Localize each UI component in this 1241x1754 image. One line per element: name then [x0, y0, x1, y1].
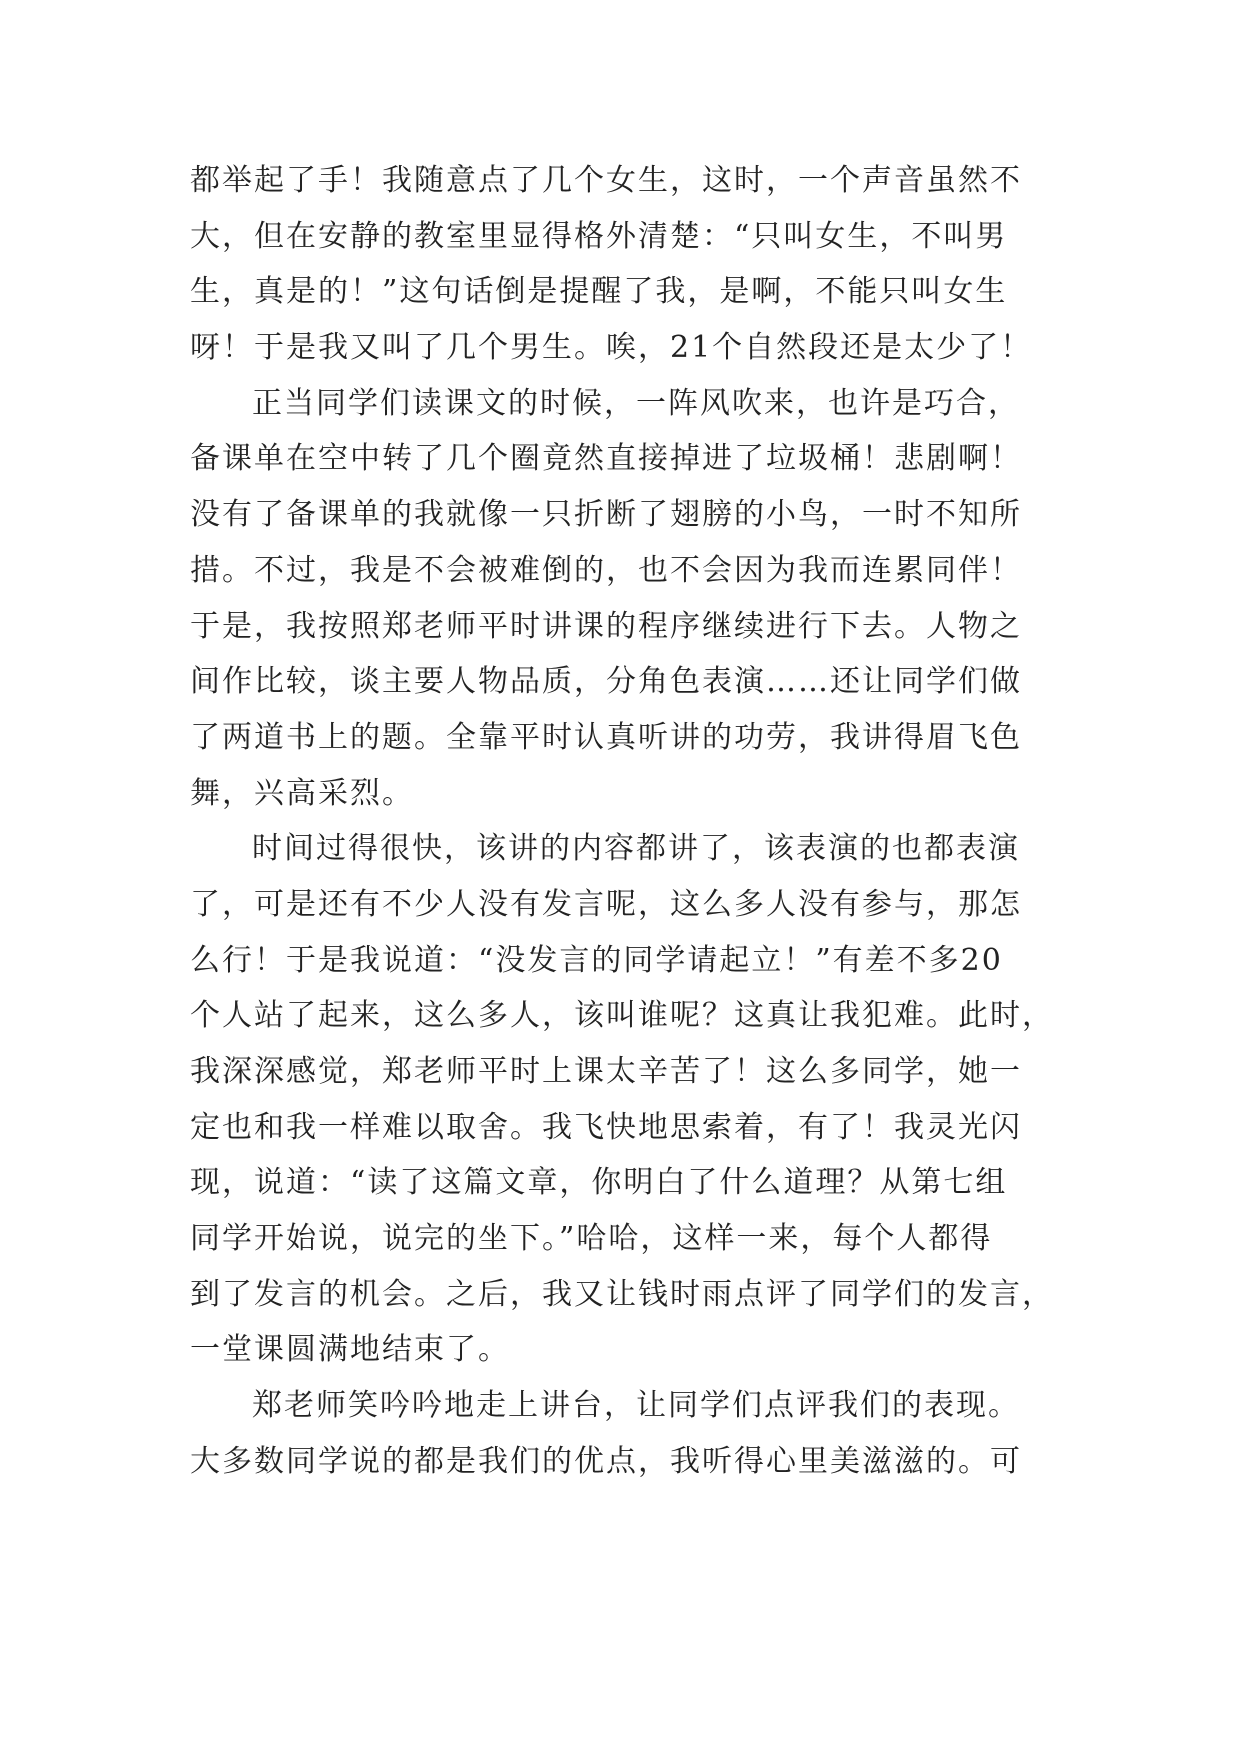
text-line: 大多数同学说的都是我们的优点，我听得心里美滋滋的。可 — [190, 1443, 1022, 1479]
text-line: 郑老师笑吟吟地走上讲台，让同学们点评我们的表现。 — [252, 1388, 1020, 1424]
text-line: 定也和我一样难以取舍。我飞快地思索着，有了！我灵光闪 — [190, 1109, 1022, 1145]
text-line: 生，真是的！”这句话倒是提醒了我，是啊，不能只叫女生 — [190, 274, 1008, 310]
text-line: 舞，兴高采烈。 — [190, 775, 414, 811]
text-line: 到了发言的机会。之后，我又让钱时雨点评了同学们的发言， — [190, 1276, 1054, 1312]
body-text — [190, 153, 1070, 1490]
text-line: 间作比较，谈主要人物品质，分角色表演……还让同学们做 — [190, 664, 1022, 700]
text-line: 了，可是还有不少人没有发言呢，这么多人没有参与，那怎 — [190, 886, 1022, 922]
text-line: 么行！于是我说道：“没发言的同学请起立！”有差不多20 — [190, 942, 1003, 978]
text-line: 于是，我按照郑老师平时讲课的程序继续进行下去。人物之 — [190, 608, 1022, 644]
text-line: 个人站了起来，这么多人，该叫谁呢？这真让我犯难。此时， — [190, 998, 1054, 1034]
text-line: 没有了备课单的我就像一只折断了翅膀的小鸟，一时不知所 — [190, 497, 1022, 533]
text-line: 呀！于是我又叫了几个男生。唉，21个自然段还是太少了！ — [190, 330, 1033, 366]
text-line: 备课单在空中转了几个圈竟然直接掉进了垃圾桶！悲剧啊！ — [190, 441, 1022, 477]
text-line: 措。不过，我是不会被难倒的，也不会因为我而连累同伴！ — [190, 552, 1022, 588]
text-line: 大，但在安静的教室里显得格外清楚：“只叫女生，不叫男 — [190, 218, 1008, 254]
text-line: 正当同学们读课文的时候，一阵风吹来，也许是巧合， — [252, 385, 1020, 421]
text-line: 现，说道：“读了这篇文章，你明白了什么道理？从第七组 — [190, 1165, 1008, 1201]
text-line: 同学开始说，说完的坐下。”哈哈，这样一来，每个人都得 — [190, 1221, 993, 1257]
text-line: 了两道书上的题。全靠平时认真听讲的功劳，我讲得眉飞色 — [190, 719, 1022, 755]
text-line: 时间过得很快，该讲的内容都讲了，该表演的也都表演 — [252, 831, 1020, 867]
text-line: 都举起了手！我随意点了几个女生，这时，一个声音虽然不 — [190, 163, 1022, 198]
text-line: 我深深感觉，郑老师平时上课太辛苦了！这么多同学，她一 — [190, 1054, 1022, 1089]
text-line: 一堂课圆满地结束了。 — [190, 1332, 510, 1368]
